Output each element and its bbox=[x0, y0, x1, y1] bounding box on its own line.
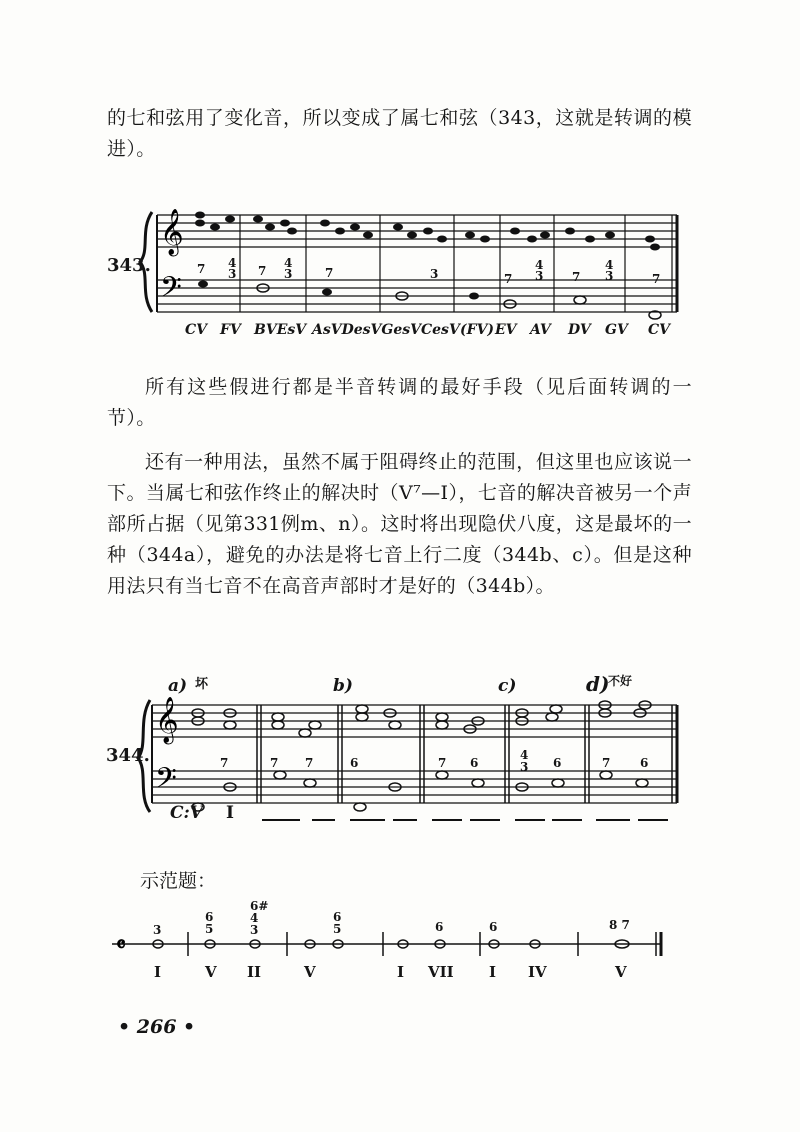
paragraph-intro: 的七和弦用了变化音，所以变成了属七和弦（343，这就是转调的模进）。 bbox=[107, 107, 692, 160]
figure-number: 3 bbox=[605, 269, 614, 283]
sub-example-label-b: b) bbox=[333, 676, 353, 696]
figure-number: 6# bbox=[250, 899, 269, 913]
roman-numeral: I bbox=[154, 963, 162, 981]
figure-number: 3 bbox=[250, 923, 259, 937]
figure-number: 4 bbox=[605, 258, 614, 272]
sub-example-label-c: c) bbox=[498, 676, 517, 696]
figure-number: 4 bbox=[535, 258, 544, 272]
figure-number: 6 bbox=[205, 910, 214, 924]
figure-number: 3 bbox=[430, 267, 439, 281]
figure-number: 7 bbox=[258, 264, 267, 278]
figure-number: 3 bbox=[520, 760, 529, 774]
roman-numeral: V bbox=[205, 963, 217, 981]
chord-label: BVEsV bbox=[254, 322, 307, 338]
example-343-number: 343. bbox=[107, 255, 151, 276]
figure-number: 7 bbox=[270, 756, 279, 770]
figure-number: 3 bbox=[535, 269, 544, 283]
svg-text:𝄴: 𝄴 bbox=[116, 932, 126, 958]
figure-number: 7 bbox=[572, 270, 581, 284]
figure-number: 7 bbox=[438, 756, 447, 770]
figure-number: 7 bbox=[305, 756, 314, 770]
annotation-not-good: 不好 bbox=[608, 674, 633, 688]
page-number: • 266 • bbox=[118, 1016, 196, 1038]
svg-text:𝄢: 𝄢 bbox=[160, 271, 182, 311]
figure-number: 6 bbox=[489, 920, 498, 934]
demo-title: 示范题： bbox=[140, 870, 217, 892]
chord-label: AsVDesVGesVCesV bbox=[312, 322, 460, 338]
roman-numeral: I bbox=[489, 963, 497, 981]
figure-number: 7 bbox=[325, 266, 334, 280]
figure-number: 3 bbox=[284, 267, 293, 281]
sub-example-label-d: d) bbox=[586, 672, 610, 696]
figure-number: 6 bbox=[470, 756, 479, 770]
svg-text:𝄞: 𝄞 bbox=[155, 697, 179, 743]
figure-number: 4 bbox=[228, 256, 237, 270]
chord-label: (FV) bbox=[460, 322, 495, 338]
roman-numeral: I bbox=[226, 803, 234, 823]
figure-number: 6 bbox=[553, 756, 562, 770]
figure-number: 7 bbox=[504, 272, 513, 286]
figure-number: 4 bbox=[284, 256, 293, 270]
figure-number: 7 bbox=[197, 262, 206, 276]
roman-numeral: V bbox=[304, 963, 316, 981]
figure-number: 6 bbox=[640, 756, 649, 770]
roman-numeral: I bbox=[397, 963, 405, 981]
figure-number: 3 bbox=[228, 267, 237, 281]
figure-number: 8 7 bbox=[609, 918, 630, 932]
chord-label: CV bbox=[185, 322, 208, 338]
figure-number: 5 bbox=[333, 922, 342, 936]
figure-number: 7 bbox=[602, 756, 611, 770]
figure-number: 3 bbox=[153, 923, 162, 937]
chord-label: GV bbox=[605, 322, 628, 338]
paragraph-dominant-seventh: 还有一种用法，虽然不属于阻碍终止的范围，但这里也应该说一下。当属七和弦作终止的解决时（V⁷—I），七音的解决音被另一个声部所占据（见第331例m、n）。这时将出现隐伏八度，这是最坏的一种（344a），避免的办法是将七音上行二度（344b、c）。但是这种用法只有当七音不在高音声部时才是好的（344b）。 bbox=[107, 451, 692, 597]
chord-label: FV bbox=[220, 322, 241, 338]
figure-number: 4 bbox=[520, 748, 529, 762]
figure-number: 6 bbox=[350, 756, 359, 770]
figure-number: 5 bbox=[205, 922, 214, 936]
example-344-number: 344. bbox=[106, 745, 150, 766]
chord-label: AV bbox=[530, 322, 551, 338]
sub-example-label-a: a) bbox=[168, 676, 188, 696]
figure-number: 4 bbox=[250, 911, 259, 925]
chord-label: EV bbox=[495, 322, 517, 338]
figure-number: 6 bbox=[435, 920, 444, 934]
roman-numeral: V bbox=[615, 963, 627, 981]
annotation-bad: 坏 bbox=[195, 677, 209, 692]
chord-label: CV bbox=[648, 322, 671, 338]
roman-numeral: IV bbox=[528, 963, 547, 981]
roman-numeral: VII bbox=[428, 963, 454, 981]
svg-text:𝄢: 𝄢 bbox=[155, 762, 177, 802]
svg-text:𝄞: 𝄞 bbox=[160, 209, 184, 255]
key-label: C:V bbox=[170, 803, 203, 823]
paragraph-false-progressions: 所有这些假进行都是半音转调的最好手段（见后面转调的一节）。 bbox=[107, 376, 692, 429]
figure-number: 7 bbox=[220, 756, 229, 770]
chord-label: DV bbox=[568, 322, 591, 338]
roman-numeral: II bbox=[247, 963, 262, 981]
figure-number: 7 bbox=[652, 272, 661, 286]
figure-number: 6 bbox=[333, 910, 342, 924]
